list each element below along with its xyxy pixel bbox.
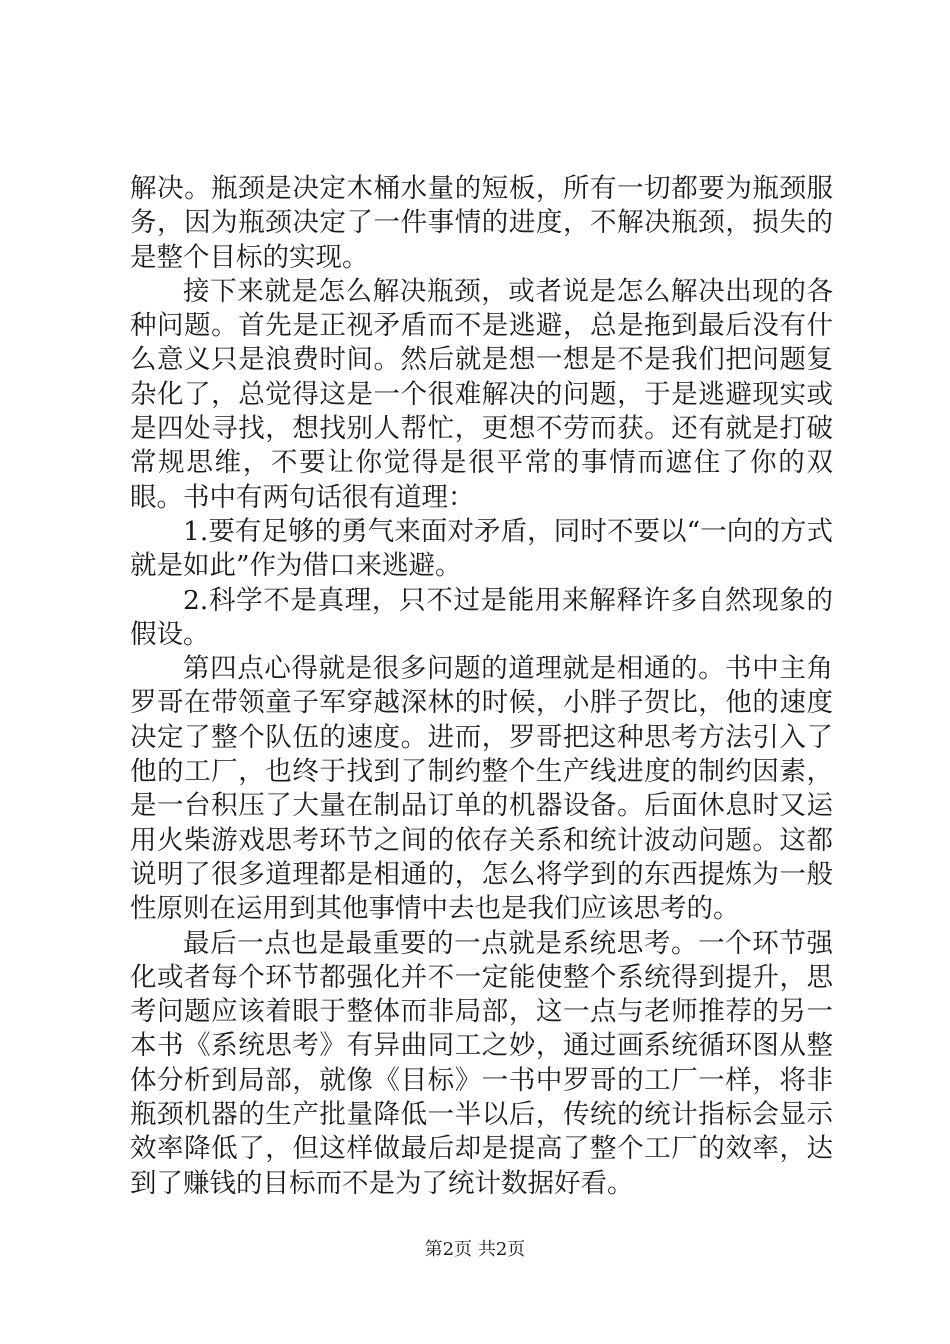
page-footer: 第2页 共2页 [424,1239,526,1260]
document-body [130,172,833,1201]
paragraph-fourth-insight: 第四点心得就是很多问题的道理就是相通的。书中主角罗哥在带领童子军穿越深林的时候，小胖子贺比，他的速度决定了整个队伍的速度。进而，罗哥把这种思考方法引入了他的工厂，也终于找到了制约整个生产线进度的制约因素，是一台积压了大量在制品订单的机器设备。后面休息时又运用火柴游戏思考环节之间的依存关系和统计波动问题。这都说明了很多道理都是相通的，怎么将学到的东西提炼为一般性原则在运用到其他事情中去也是我们应该思考的。 [130,653,833,925]
paragraph-solving-bottleneck: 接下来就是怎么解决瓶颈，或者说是怎么解决出现的各种问题。首先是正视矛盾而不是逃避，总是拖到最后没有什么意义只是浪费时间。然后就是想一想是不是我们把问题复杂化了，总觉得这是一个很难解决的问题，于是逃避现实或是四处寻找，想找别人帮忙，更想不劳而获。还有就是打破常规思维，不要让你觉得是很平常的事情而遮住了你的双眼。书中有两句话很有道理： [130,275,833,513]
quote-item-2: 2.科学不是真理，只不过是能用来解释许多自然现象的假设。 [130,584,833,650]
paragraph-systems-thinking: 最后一点也是最重要的一点就是系统思考。一个环节强化或者每个环节都强化并不一定能使整个系统得到提升，思考问题应该着眼于整体而非局部，这一点与老师推荐的另一本书《系统思考》有异曲同工之妙，通过画系统循环图从整体分析到局部，就像《目标》一书中罗哥的工厂一样，将非瓶颈机器的生产批量降低一半以后，传统的统计指标会显示效率降低了，但这样做最后却是提高了整个工厂的效率，达到了赚钱的目标而不是为了统计数据好看。 [130,927,833,1199]
paragraph-bottleneck-conclusion: 解决。瓶颈是决定木桶水量的短板，所有一切都要为瓶颈服务，因为瓶颈决定了一件事情的进度，不解决瓶颈，损失的是整个目标的实现。 [130,173,833,273]
quote-item-1: 1.要有足够的勇气来面对矛盾，同时不要以“一向的方式就是如此”作为借口来逃避。 [130,515,833,582]
